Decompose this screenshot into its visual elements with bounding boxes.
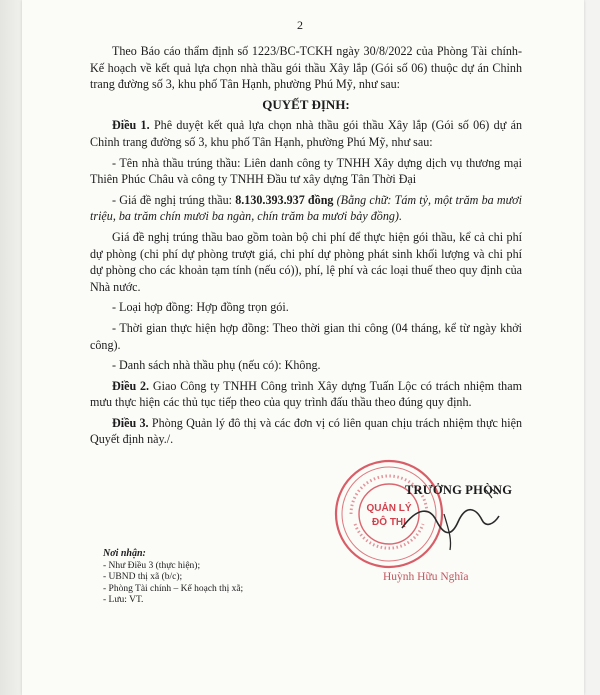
article-2 [90, 378, 522, 411]
article-2-label: Điều 2. [112, 378, 150, 393]
article-1-text: Phê duyệt kết quả lựa chọn nhà thầu gói thầu Xây lắp (Gói số 06) dự án Chỉnh trang đường số 3, khu phố Tân Hạnh, phường Phú Mỹ, như sau: [90, 118, 522, 149]
recipients-heading: Nơi nhận: [103, 548, 146, 559]
stamp-text-bottom: ĐÔ THỊ [372, 517, 406, 528]
decision-title: QUYẾT ĐỊNH: [262, 96, 350, 112]
duration-line: - Thời gian thực hiện hợp đồng: Theo thời gian thi công (04 tháng, kể từ ngày khởi công). [90, 320, 522, 352]
recipient-item: - Phòng Tài chính – Kế hoạch thị xã; [103, 583, 244, 594]
contract-type-line: - Loại hợp đồng: Hợp đồng trọn gói. [112, 300, 289, 315]
article-1 [90, 117, 522, 150]
price-prefix: - Giá đề nghị trúng thầu: [112, 192, 236, 207]
document-body [90, 43, 522, 452]
page-number: 2 [297, 18, 303, 32]
recipient-item: - Như Điều 3 (thực hiện); [103, 560, 201, 571]
price-line [90, 192, 522, 225]
signer-title: TRƯỞNG PHÒNG [405, 483, 513, 497]
recipient-item: - UBND thị xã (b/c); [103, 572, 183, 582]
price-value: 8.130.393.937 đồng [235, 192, 334, 207]
article-3-text: Phòng Quản lý đô thị và các đơn vị có liên quan chịu trách nhiệm thực hiện Quyết định này./. [90, 415, 523, 447]
scan-edge [0, 0, 22, 695]
price-note: Giá đề nghị trúng thầu bao gồm toàn bộ chi phí để thực hiện gói thầu, kể cả chi phí dự phòng (chi phí dự phòng trượt giá, chi phí dự phòng phát sinh khối lượng và chi phí dự phòng cho các khoản tạm tính (nếu có)), phí, lệ phí và các loại thuế theo quy định của Nhà nước. [90, 229, 522, 294]
article-2-text: Giao Công ty TNHH Công trình Xây dựng Tuấn Lộc có trách nhiệm tham mưu thực hiện các thủ tục tiếp theo của quy trình đấu thầu theo đúng quy định. [90, 378, 523, 410]
article-3 [90, 415, 522, 448]
recipient-item: - Lưu: VT. [103, 595, 144, 605]
signer-name: Huỳnh Hữu Nghĩa [383, 571, 469, 583]
subcontractors-line: - Danh sách nhà thầu phụ (nếu có): Không. [112, 358, 321, 373]
stamp-text-top: QUẢN LÝ [366, 503, 412, 514]
price-in-words: (Bằng chữ: Tám tỷ, một trăm ba mươi triệu, ba trăm chín mươi ba ngàn, chín trăm ba mươi bảy đồng). [90, 192, 522, 224]
contractor-line: - Tên nhà thầu trúng thầu: Liên danh công ty TNHH Xây dựng dịch vụ thương mại Thiên Phúc Châu và công ty TNHH Đầu tư xây dựng Tân Thời Đại [90, 155, 522, 187]
article-1-label: Điều 1. [112, 118, 150, 133]
article-3-label: Điều 3. [112, 415, 149, 430]
recipients-block [103, 548, 333, 607]
signature-mark [398, 488, 503, 568]
report-reference-paragraph: Theo Báo cáo thẩm định số 1223/BC-TCKH ngày 30/8/2022 của Phòng Tài chính-Kế hoạch về kết quả lựa chọn nhà thầu gói thầu Xây lắp (Gói số 06) thuộc dự án Chỉnh trang đường số 3, khu phố Tân Hạnh, phường Phú Mỹ, như sau: [90, 44, 522, 92]
